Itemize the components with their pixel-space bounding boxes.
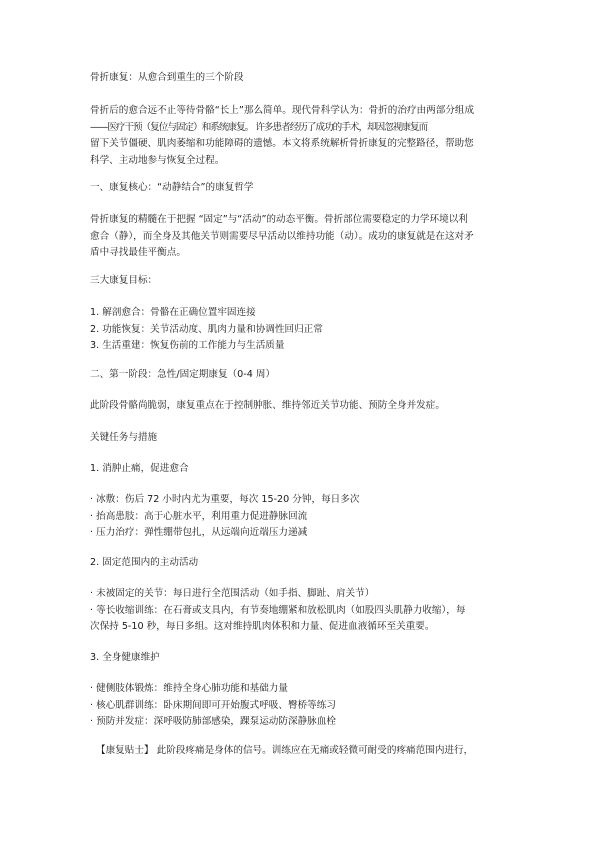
goal-item: 3. 生活重建：恢复伤前的工作能力与生活质量 [90,340,285,352]
list-item: · 抬高患肢：高于心脏水平，利用重力促进静脉回流 [90,510,308,522]
intro-line: 骨折后的愈合远不止等待骨骼“长上”那么简单。现代骨科学认为：骨折的治疗由两部分组成 [90,105,475,116]
tasks-heading: 关键任务与措施 [90,432,158,443]
sub1-heading-block [90,461,510,478]
list-item: 次保持 5-10 秒，每日多组。这对维持肌肉体积和力量、促进血液循环至关重要。 [90,621,435,633]
document-title-block [90,70,510,87]
sub1-list [90,492,510,542]
section1-heading-block [90,180,510,197]
goal-item: 2. 功能恢复：关节活动度、肌肉力量和协调性回归正常 [90,323,323,335]
goals-heading: 三大康复目标： [90,275,158,286]
sub3-list [90,681,510,731]
goals-list [90,305,510,355]
document-title: 骨折康复：从愈合到重生的三个阶段 [90,72,244,83]
section2-intro-block [90,398,510,415]
list-item: · 等长收缩训练：在石膏或支具内，有节奏地绷紧和放松肌肉（如股四头肌静力收缩），每 [90,604,466,616]
sub2-list [90,586,510,636]
sub2-heading: 2. 固定范围内的主动活动 [90,557,199,568]
intro-line: ——医疗干预（复位与固定）和系统康复。 许多患者经历了成功的手术，却因忽视康复而 [90,121,428,133]
intro-paragraph [90,103,510,169]
list-item: · 未被固定的关节：每日进行全范围活动（如手指、脚趾、肩关节） [90,588,375,599]
sub1-heading: 1. 消肿止痛，促进愈合 [90,463,189,474]
tip-block [96,743,516,760]
recovery-tip: 【康复贴士】 此阶段疼痛是身体的信号。训练应在无痛或轻微可耐受的疼痛范围内进行， [96,745,474,756]
section2-heading: 二、第一阶段：急性/固定期康复（0-4 周） [90,369,276,380]
list-item: · 冰敷：伤后 72 小时内尤为重要，每次 15-20 分钟，每日多次 [90,494,360,505]
section2-intro: 此阶段骨骼尚脆弱，康复重点在于控制肿胀、维持邻近关节功能、预防全身并发症。 [90,400,445,411]
section1-paragraph [90,212,510,262]
goals-heading-block [90,273,510,290]
section1-line: 盾中寻找最佳平衡点。 [90,247,186,259]
section1-line: 骨折康复的精髓在于把握 “固定”与“活动”的动态平衡。骨折部位需要稳定的力学环境以利 [90,214,468,225]
list-item: · 核心肌群训练：卧床期间即可开始腹式呼吸、臀桥等练习 [90,699,336,711]
sub2-heading-block [90,555,510,572]
goal-item: 1. 解剖愈合：骨骼在正确位置牢固连接 [90,307,256,318]
section2-heading-block [90,367,510,384]
list-item: · 健侧肢体锻炼：维持全身心肺功能和基础力量 [90,683,288,694]
section1-heading: 一、康复核心：“动静结合”的康复哲学 [90,182,254,193]
intro-line: 科学、主动地参与恢复全过程。 [90,154,225,166]
intro-line: 留下关节僵硬、肌肉萎缩和功能障碍的遗憾。本文将系统解析骨折康复的完整路径，帮助您 [90,138,474,150]
tasks-heading-block [90,430,510,447]
section1-line: 愈合（静），而全身及其他关节则需要尽早活动以维持功能（动）。成功的康复就是在这对矛 [90,230,474,242]
list-item: · 压力治疗：弹性绷带包扎，从远端向近端压力递减 [90,527,308,539]
list-item: · 预防并发症：深呼吸防肺部感染，踝泵运动防深静脉血栓 [90,716,336,728]
sub3-heading: 3. 全身健康维护 [90,652,160,663]
sub3-heading-block [90,650,510,667]
